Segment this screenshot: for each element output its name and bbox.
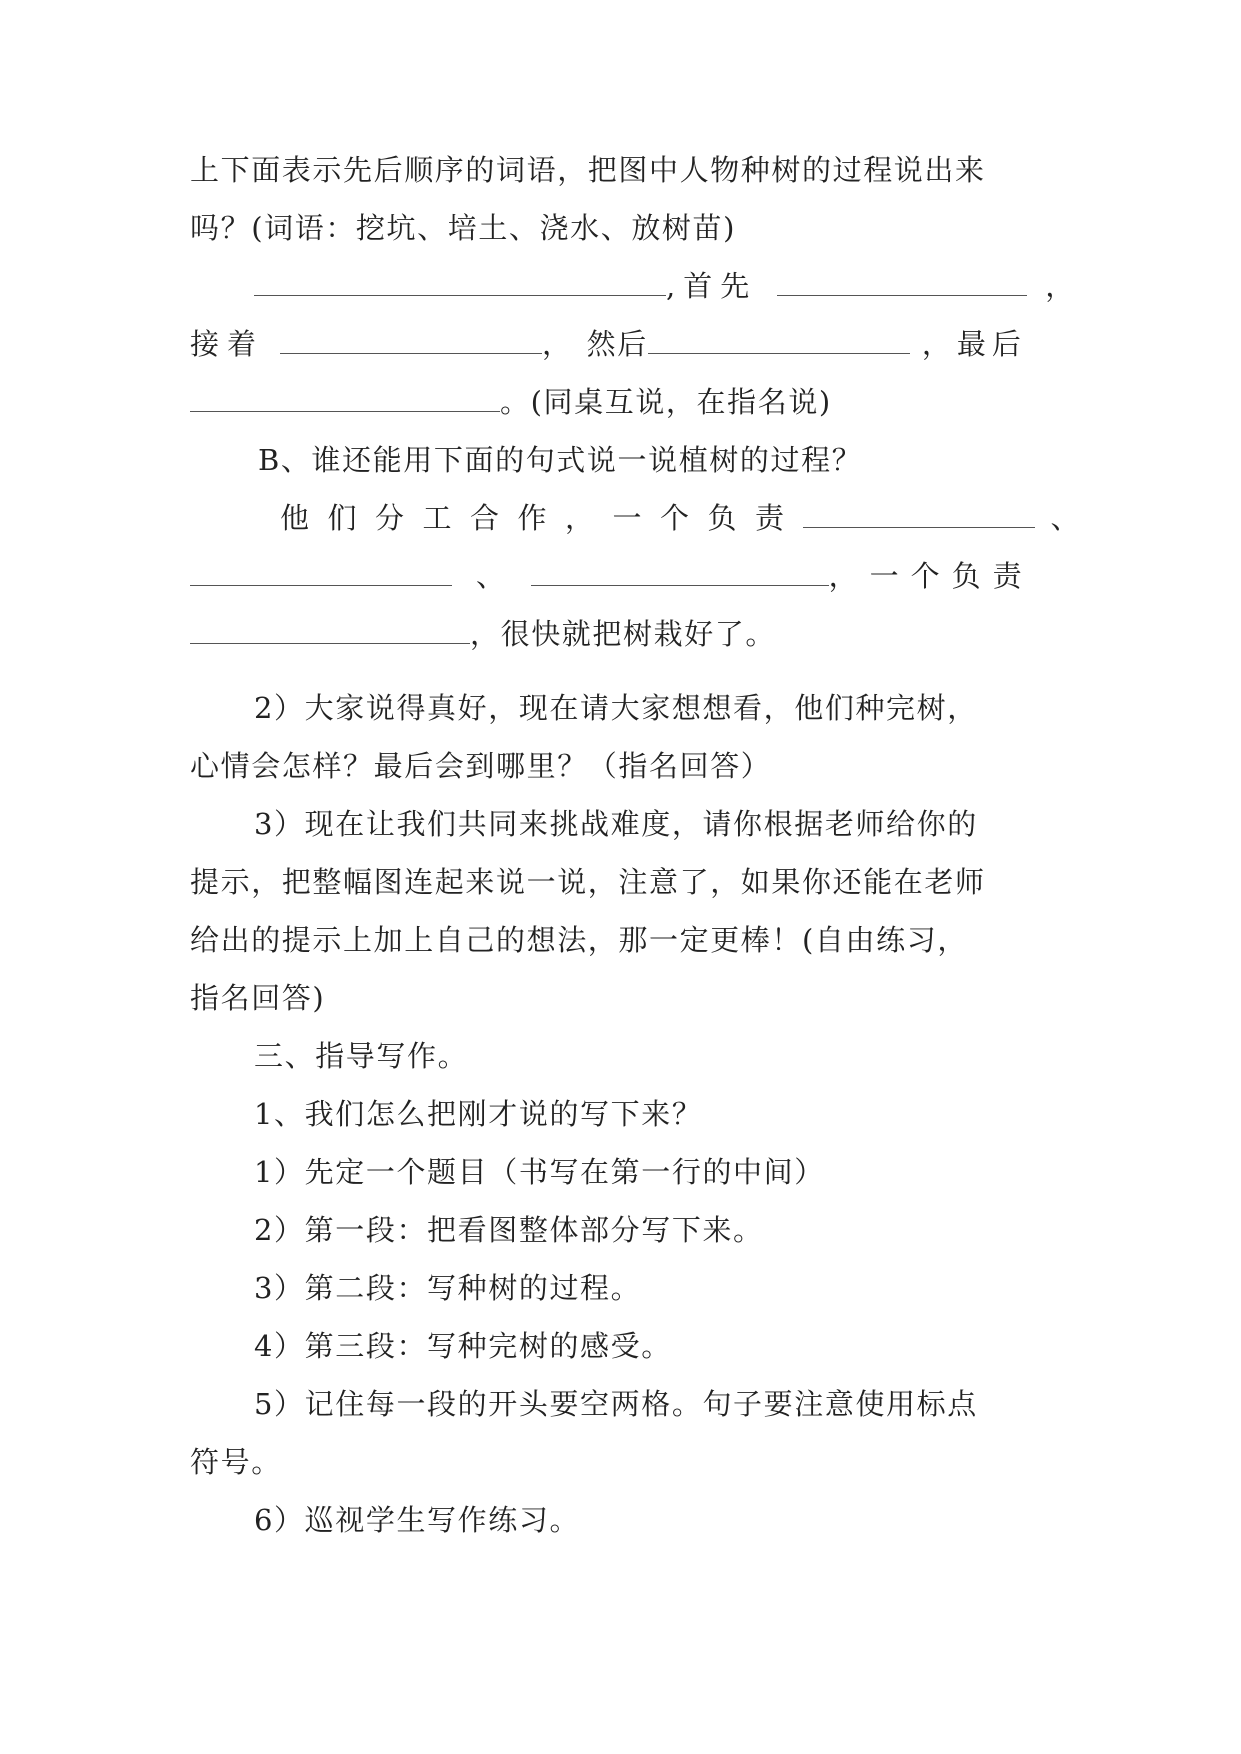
blank-line[interactable] <box>531 561 829 586</box>
text-line <box>254 1094 1050 1134</box>
text-line <box>190 1442 1050 1482</box>
text-line <box>258 440 1054 480</box>
blank-line[interactable] <box>254 271 666 296</box>
text-line <box>190 978 1050 1018</box>
text-line <box>254 1210 1050 1250</box>
text: 。(同桌互说，在指名说) <box>500 385 832 419</box>
text: 、 <box>1050 501 1082 535</box>
text: 给出的提示上加上自己的想法，那一定更棒！(自由练习， <box>190 923 968 957</box>
text: B、谁还能用下面的句式说一说植树的过程？ <box>258 443 863 477</box>
text: 吗？(词语：挖坑、培土、浇水、放树苗) <box>190 211 737 245</box>
text-line <box>190 208 1050 248</box>
text: 他们分工合作，一个负责 <box>280 501 803 535</box>
text: 接着 <box>190 327 265 361</box>
text: 5）记住每一段的开头要空两格。句子要注意使用标点 <box>254 1387 978 1421</box>
text: 4）第三段：写种完树的感受。 <box>254 1329 672 1363</box>
blank-line[interactable] <box>190 387 500 412</box>
text-line <box>254 1500 1050 1540</box>
text: 心情会怎样？最后会到哪里？（指名回答） <box>190 749 772 783</box>
text: 1、我们怎么把刚才说的写下来？ <box>254 1097 703 1131</box>
blank-line[interactable] <box>190 619 470 644</box>
fill-blank-line <box>190 614 1050 654</box>
text: 上下面表示先后顺序的词语，把图中人物种树的过程说出来 <box>190 153 986 187</box>
section-heading <box>254 1036 1050 1076</box>
blank-line[interactable] <box>803 503 1035 528</box>
blank-line[interactable] <box>190 561 452 586</box>
text: 然后 <box>586 327 648 361</box>
text: ，最后 <box>921 327 1027 361</box>
text: 3）第二段：写种树的过程。 <box>254 1271 642 1305</box>
text: ，很快就把树栽好了。 <box>470 617 777 651</box>
text: 、 <box>476 559 507 593</box>
text-line <box>254 1268 1050 1308</box>
text: ，一个负责 <box>828 559 1034 593</box>
text: ， <box>542 327 573 361</box>
text-line <box>190 862 1050 902</box>
text-line <box>254 688 1050 728</box>
fill-blank-line <box>280 498 1082 538</box>
text: 3）现在让我们共同来挑战难度，请你根据老师给你的 <box>254 807 978 841</box>
text: 6）巡视学生写作练习。 <box>254 1503 581 1537</box>
text-line <box>254 1384 1050 1424</box>
text: 三、指导写作。 <box>254 1039 469 1073</box>
fill-blank-line <box>190 382 1050 422</box>
text: 1）先定一个题目（书写在第一行的中间） <box>254 1155 825 1189</box>
text: 2）大家说得真好，现在请大家想想看，他们种完树， <box>254 691 978 725</box>
blank-line[interactable] <box>648 329 910 354</box>
fill-blank-line <box>254 266 1078 306</box>
text-line <box>254 804 1050 844</box>
text-line <box>190 150 1050 190</box>
text-line <box>190 746 1050 786</box>
text: 提示，把整幅图连起来说一说，注意了，如果你还能在老师 <box>190 865 986 899</box>
blank-line[interactable] <box>280 329 542 354</box>
fill-blank-line <box>190 324 1050 364</box>
text: 符号。 <box>190 1445 282 1479</box>
fill-blank-line <box>190 556 1050 596</box>
text: ,首先 <box>666 269 758 303</box>
text-line <box>190 920 1050 960</box>
text: 2）第一段：把看图整体部分写下来。 <box>254 1213 764 1247</box>
text-line <box>254 1326 1050 1366</box>
text: 指名回答) <box>190 981 326 1015</box>
text-line <box>254 1152 1050 1192</box>
blank-line[interactable] <box>777 271 1027 296</box>
text: ， <box>1045 269 1076 303</box>
